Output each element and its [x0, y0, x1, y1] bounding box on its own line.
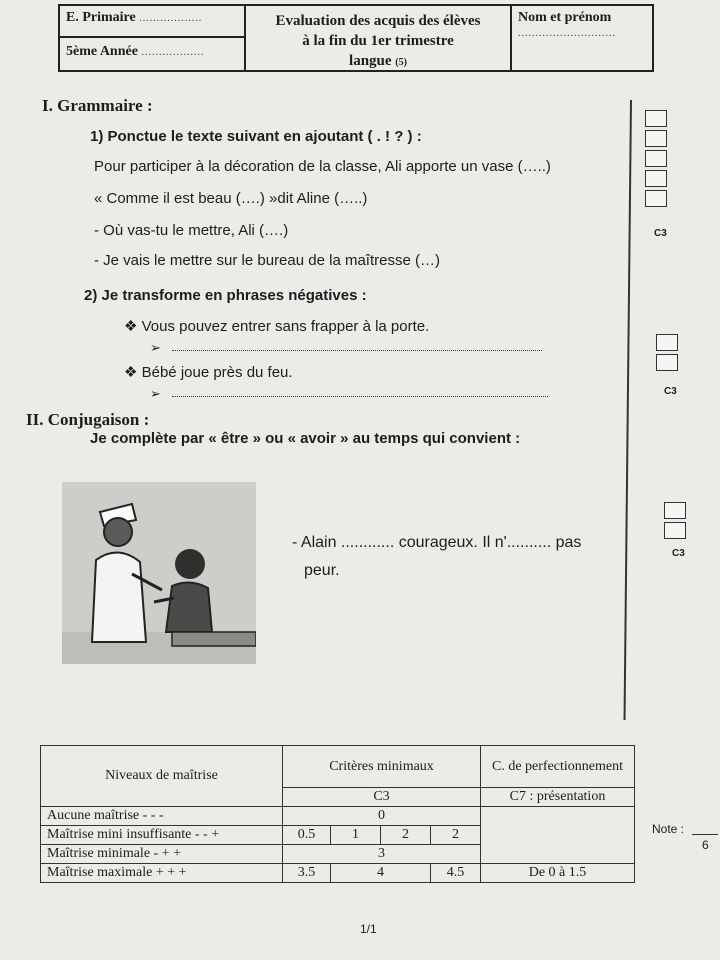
row-value-3: 3: [283, 845, 481, 864]
text-line-2: « Comme il est beau (….) »dit Aline (…..): [94, 190, 368, 207]
answer-line-1[interactable]: [172, 350, 542, 351]
cell-value: 3.5: [283, 864, 331, 883]
note-denominator: 6: [702, 838, 709, 852]
note-label: Note :: [652, 822, 685, 836]
conjugation-question: Je complète par « être » ou « avoir » au temps qui convient :: [90, 430, 521, 447]
page-number: 1/1: [360, 922, 377, 936]
criterion-label: C3: [664, 386, 677, 397]
perfection-header: C. de perfectionnement: [481, 746, 635, 788]
note-line: [692, 834, 718, 835]
row-label-2: Maîtrise mini insuffisante - - +: [41, 826, 283, 845]
row-label-4: Maîtrise maximale + + +: [41, 864, 283, 883]
cell-value: 4.5: [431, 864, 481, 883]
conjugation-line-1: - Alain ............ courageux. Il n'.......... pas: [292, 534, 582, 551]
header-school-cell: [60, 6, 246, 70]
cell-value: 4: [331, 864, 431, 883]
mastery-table: [40, 745, 635, 883]
text-line-3: - Où vas-tu le mettre, Ali (….): [94, 222, 289, 239]
conjugation-title: II. Conjugaison :: [26, 410, 150, 429]
school-field: E. Primaire ..................: [60, 6, 244, 38]
grammar-title: I. Grammaire :: [42, 96, 153, 115]
c7-header: C7 : présentation: [481, 788, 635, 807]
question-2: 2) Je transforme en phrases négatives :: [84, 287, 367, 304]
row-value-0: 0: [283, 807, 481, 826]
text-line-1: Pour participer à la décoration de la classe, Ali apporte un vase (…..): [94, 158, 551, 175]
sentence-1: ❖ Vous pouvez entrer sans frapper à la porte.: [124, 318, 430, 335]
cell-value: 2: [381, 826, 431, 845]
perfection-range: De 0 à 1.5: [481, 864, 635, 883]
margin-rule: [624, 100, 632, 720]
arrow-icon: ➢: [150, 340, 161, 355]
score-boxes-q1: [645, 110, 667, 210]
grade-field: 5ème Année ..................: [66, 44, 205, 59]
cell-value: 0.5: [283, 826, 331, 845]
arrow-icon: ➢: [150, 386, 161, 401]
row-label-1: Aucune maîtrise - - -: [41, 807, 283, 826]
criterion-label: C3: [654, 228, 667, 239]
score-boxes-q3: [664, 502, 686, 542]
sentence-2: ❖ Bébé joue près du feu.: [124, 364, 293, 381]
nurse-child-illustration: [62, 482, 256, 664]
perfection-blank: [481, 807, 635, 864]
score-boxes-q2: [656, 334, 678, 374]
question-1: 1) Ponctue le texte suivant en ajoutant ( . ! ? ) :: [90, 128, 422, 145]
levels-header: Niveaux de maîtrise: [41, 746, 283, 807]
cell-value: 1: [331, 826, 381, 845]
name-field: Nom et prénom ............................: [518, 10, 616, 39]
cell-value: 2: [431, 826, 481, 845]
text-line-4: - Je vais le mettre sur le bureau de la maîtresse (…): [94, 252, 440, 269]
header-title: Evaluation des acquis des élèves à la fin du 1er trimestre langue (5): [246, 6, 512, 70]
criteria-header: Critères minimaux: [283, 746, 481, 788]
header-box: [58, 4, 654, 72]
c3-header: C3: [283, 788, 481, 807]
row-label-3: Maîtrise minimale - + +: [41, 845, 283, 864]
criterion-label: C3: [672, 548, 685, 559]
answer-line-2[interactable]: [172, 396, 548, 397]
conjugation-line-2: peur.: [304, 562, 340, 579]
